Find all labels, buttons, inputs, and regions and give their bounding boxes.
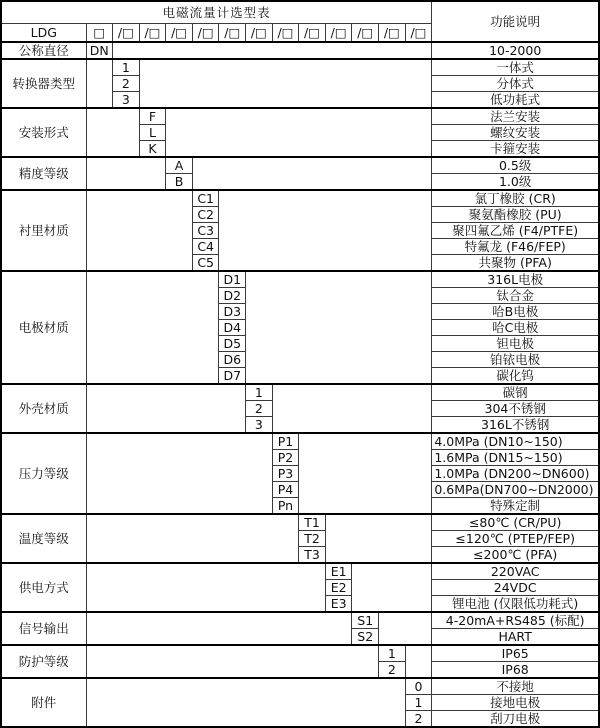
option-code-cell: 0 — [405, 678, 432, 695]
option-code-cell: A — [166, 157, 193, 174]
spacer-cell — [86, 108, 139, 157]
function-cell: ≤120℃ (PTEP/FEP) — [432, 531, 599, 547]
option-code-cell: 2 — [405, 711, 432, 728]
option-code-cell: C1 — [192, 190, 219, 207]
option-code-cell: 2 — [246, 401, 273, 417]
option-code-cell: L — [139, 125, 166, 141]
function-cell: 304不锈钢 — [432, 401, 599, 417]
option-code-cell: D1 — [219, 271, 246, 288]
spacer-cell — [325, 514, 432, 563]
option-code-cell: E3 — [325, 596, 352, 613]
option-code-cell: 2 — [379, 662, 406, 679]
function-cell: 碳化钨 — [432, 368, 599, 385]
group-label: 温度等级 — [1, 514, 86, 563]
spacer-cell — [352, 563, 432, 612]
function-cell: 卡箍安装 — [432, 141, 599, 158]
code-box-slot: /□ — [113, 24, 140, 43]
group-label: 防护等级 — [1, 645, 86, 678]
code-box-slot: □ — [86, 24, 113, 43]
table-row — [1, 384, 599, 401]
function-cell: 刮刀电极 — [432, 711, 599, 728]
option-code-cell: P2 — [272, 450, 299, 466]
function-cell: 316L电极 — [432, 271, 599, 288]
function-cell: 0.6MPa(DN700~DN2000) — [432, 482, 599, 498]
function-cell: 一体式 — [432, 59, 599, 76]
function-cell: 钽电极 — [432, 336, 599, 352]
spacer-cell — [86, 190, 192, 271]
option-code-cell: S2 — [352, 629, 379, 646]
spacer-cell — [113, 42, 432, 59]
group-label: 信号输出 — [1, 612, 86, 645]
spacer-cell — [299, 433, 432, 514]
function-cell: 铂铱电极 — [432, 352, 599, 368]
function-cell: 分体式 — [432, 76, 599, 92]
group-label: 衬里材质 — [1, 190, 86, 271]
function-cell: 24VDC — [432, 580, 599, 596]
table-row — [1, 108, 599, 125]
spacer-cell — [86, 563, 325, 612]
table-row — [1, 563, 599, 580]
table-row — [1, 612, 599, 629]
function-cell: 特氟龙 (F46/FEP) — [432, 239, 599, 255]
page-title: 电磁流量计选型表 — [1, 1, 432, 24]
option-code-cell: D2 — [219, 288, 246, 304]
spacer-cell — [86, 678, 405, 727]
spacer-cell — [86, 433, 272, 514]
option-code-cell: T3 — [299, 547, 326, 564]
function-column-header: 功能说明 — [432, 1, 599, 42]
function-cell: 接地电极 — [432, 695, 599, 711]
function-cell: ≤200℃ (PFA) — [432, 547, 599, 564]
code-box-slot: /□ — [139, 24, 166, 43]
function-cell: 螺纹安装 — [432, 125, 599, 141]
option-code-cell: 1 — [379, 645, 406, 662]
table-row — [1, 190, 599, 207]
option-code-cell: C2 — [192, 207, 219, 223]
option-code-cell: D7 — [219, 368, 246, 385]
option-code-cell: C4 — [192, 239, 219, 255]
option-code-cell: Pn — [272, 498, 299, 515]
spacer-cell — [86, 271, 219, 384]
function-cell: 220VAC — [432, 563, 599, 580]
function-cell: 氯丁橡胶 (CR) — [432, 190, 599, 207]
spacer-cell — [379, 612, 432, 645]
option-code-cell: 1 — [405, 695, 432, 711]
code-box-slot: /□ — [299, 24, 326, 43]
function-cell: 1.0级 — [432, 174, 599, 191]
code-box-slot: /□ — [166, 24, 193, 43]
code-box-slot: /□ — [379, 24, 406, 43]
option-code-cell: 2 — [113, 76, 140, 92]
group-label: 供电方式 — [1, 563, 86, 612]
option-code-cell: D3 — [219, 304, 246, 320]
function-cell: 共聚物 (PFA) — [432, 255, 599, 272]
function-cell: 聚四氟乙烯 (F4/PTFE) — [432, 223, 599, 239]
function-cell: 碳钢 — [432, 384, 599, 401]
option-code-cell: K — [139, 141, 166, 158]
option-code-cell: 3 — [113, 92, 140, 109]
model-prefix: LDG — [1, 24, 86, 43]
option-code-cell: S1 — [352, 612, 379, 629]
code-box-slot: /□ — [246, 24, 273, 43]
group-label: 公称直径 — [1, 42, 86, 59]
function-cell: 10-2000 — [432, 42, 599, 59]
function-cell: 哈C电极 — [432, 320, 599, 336]
table-row — [1, 678, 599, 695]
function-cell: 4.0MPa (DN10~150) — [432, 433, 599, 450]
spacer-cell — [139, 59, 432, 108]
code-box-slot: /□ — [192, 24, 219, 43]
option-code-cell: P1 — [272, 433, 299, 450]
function-cell: IP68 — [432, 662, 599, 679]
spacer-cell — [86, 157, 166, 190]
group-label: 压力等级 — [1, 433, 86, 514]
option-code-cell: D5 — [219, 336, 246, 352]
function-cell: 4-20mA+RS485 (标配) — [432, 612, 599, 629]
code-box-slot: /□ — [352, 24, 379, 43]
function-cell: 316L不锈钢 — [432, 417, 599, 434]
table-row — [1, 42, 599, 59]
group-label: 电极材质 — [1, 271, 86, 384]
function-cell: 法兰安装 — [432, 108, 599, 125]
spacer-cell — [192, 157, 431, 190]
table-row — [1, 514, 599, 531]
function-cell: 不接地 — [432, 678, 599, 695]
spacer-cell — [86, 384, 246, 433]
spacer-cell — [246, 271, 432, 384]
option-code-cell: D6 — [219, 352, 246, 368]
option-code-cell: T2 — [299, 531, 326, 547]
code-box-slot: /□ — [325, 24, 352, 43]
group-label: 精度等级 — [1, 157, 86, 190]
option-code-cell: C3 — [192, 223, 219, 239]
function-cell: 0.5级 — [432, 157, 599, 174]
table-row — [1, 271, 599, 288]
code-box-slot: /□ — [219, 24, 246, 43]
option-code-cell: T1 — [299, 514, 326, 531]
code-box-slot: /□ — [405, 24, 432, 43]
function-cell: 哈B电极 — [432, 304, 599, 320]
option-code-cell: C5 — [192, 255, 219, 272]
function-cell: IP65 — [432, 645, 599, 662]
option-code-cell: DN — [86, 42, 113, 59]
group-label: 附件 — [1, 678, 86, 727]
code-box-slot: /□ — [272, 24, 299, 43]
option-code-cell: D4 — [219, 320, 246, 336]
option-code-cell: B — [166, 174, 193, 191]
function-cell: 特殊定制 — [432, 498, 599, 515]
function-cell: 锂电池 (仅限低功耗式) — [432, 596, 599, 613]
spacer-cell — [405, 645, 432, 678]
function-cell: ≤80℃ (CR/PU) — [432, 514, 599, 531]
option-code-cell: 1 — [246, 384, 273, 401]
spacer-cell — [166, 108, 432, 157]
table-row — [1, 645, 599, 662]
option-code-cell: 3 — [246, 417, 273, 434]
option-code-cell: 1 — [113, 59, 140, 76]
function-cell: 低功耗式 — [432, 92, 599, 109]
function-cell: 1.6MPa (DN15~150) — [432, 450, 599, 466]
group-label: 转换器类型 — [1, 59, 86, 108]
spacer-cell — [219, 190, 432, 271]
table-row — [1, 157, 599, 174]
option-code-cell: F — [139, 108, 166, 125]
spacer-cell — [86, 514, 299, 563]
option-code-cell: E1 — [325, 563, 352, 580]
group-label: 安装形式 — [1, 108, 86, 157]
spacer-cell — [272, 384, 432, 433]
table-row — [1, 433, 599, 450]
function-cell: 1.0MPa (DN200~DN600) — [432, 466, 599, 482]
spacer-cell — [86, 612, 352, 645]
table-row — [1, 59, 599, 76]
function-cell: 聚氨酯橡胶 (PU) — [432, 207, 599, 223]
option-code-cell: E2 — [325, 580, 352, 596]
group-label: 外壳材质 — [1, 384, 86, 433]
spacer-cell — [86, 645, 379, 678]
function-cell: HART — [432, 629, 599, 646]
option-code-cell: P4 — [272, 482, 299, 498]
spacer-cell — [86, 59, 113, 108]
function-cell: 钛合金 — [432, 288, 599, 304]
option-code-cell: P3 — [272, 466, 299, 482]
